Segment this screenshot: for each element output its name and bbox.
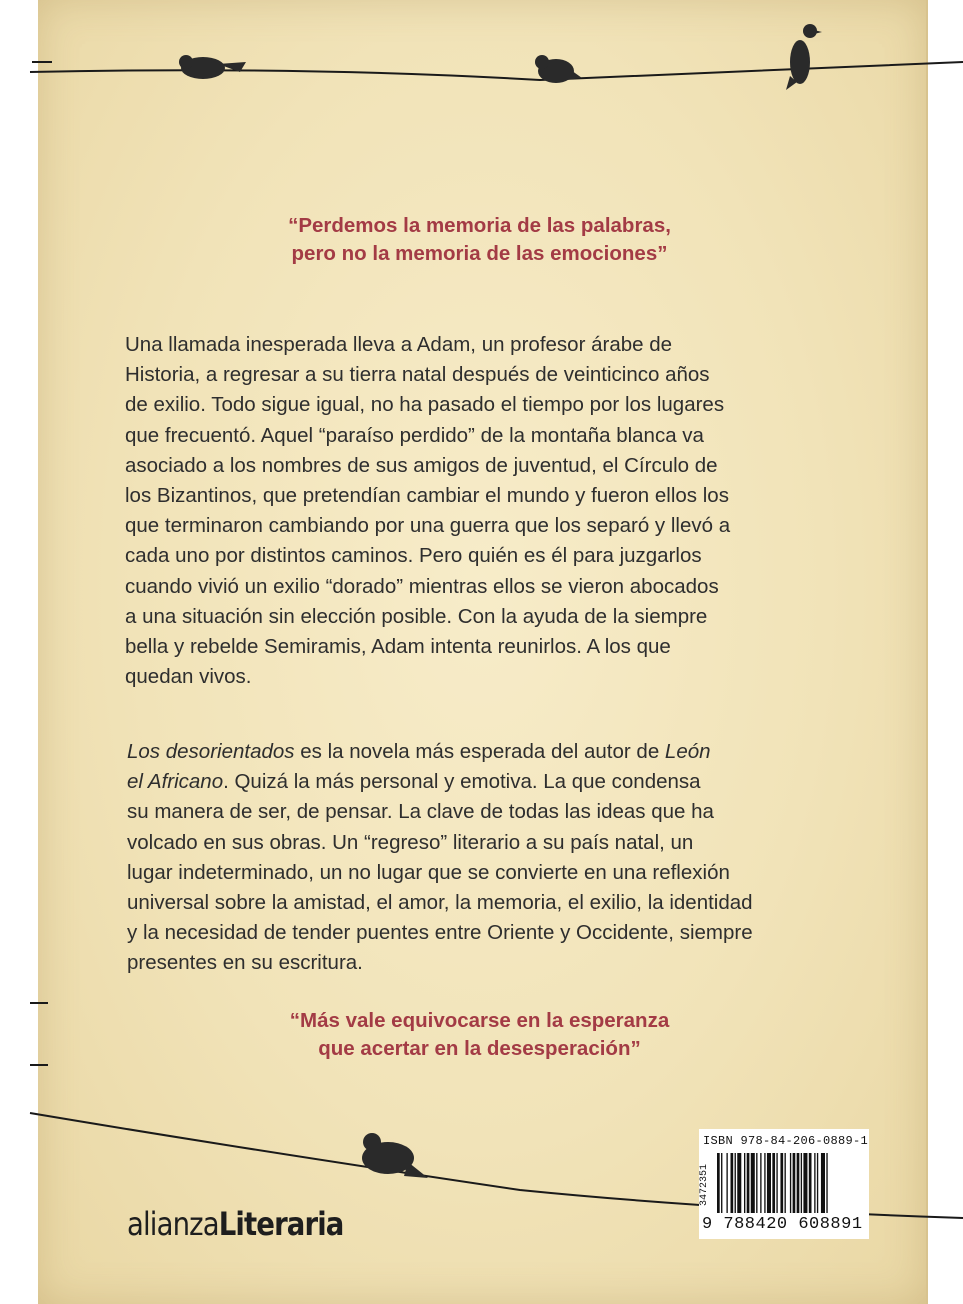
about-line: universal sobre la amistad, el amor, la memoria, el exilio, la identidad [127,891,753,915]
barcode-bar [776,1153,777,1213]
barcode-bar [731,1153,734,1213]
other-book-title: León [664,740,711,763]
synopsis-line: cada uno por distintos caminos. Pero quién es él para juzgarlos [125,544,702,568]
barcode-bar [744,1153,745,1213]
book-title: Los desorientados [127,740,295,763]
about-line: volcado en sus obras. Un “regreso” literario a su país natal, un [127,830,694,854]
barcode-bar [803,1153,807,1213]
publisher-logo [127,1205,344,1243]
barcode-bar [801,1153,802,1213]
barcode-bar [756,1153,757,1213]
quote-bottom [0,1007,961,1063]
about-text: es la novela más esperada del autor de [294,740,665,763]
about-line [127,737,857,767]
synopsis-paragraph [125,330,855,692]
barcode-bar [735,1153,736,1213]
quote-top-line-2: pero no la memoria de las emociones” [291,242,668,265]
quote-bottom-line-2: que acertar en la desesperación” [318,1037,641,1060]
quote-top [0,212,961,268]
synopsis-line: que frecuentó. Aquel “paraíso perdido” de la montaña blanca va [125,423,704,447]
barcode-bar [747,1153,750,1213]
about-line [127,767,857,797]
barcode-bar [751,1153,755,1213]
synopsis-line: los Bizantinos, que pretendían cambiar el mundo y fueron ellos los [125,484,729,508]
synopsis-line: que terminaron cambiando por una guerra que los separó y llevó a [125,514,731,538]
barcode-bar [817,1153,818,1213]
barcode-bar [760,1153,761,1213]
barcode-bar [721,1153,722,1213]
about-text: . Quizá la más personal y emotiva. La que condensa [223,770,701,794]
barcode-bar [717,1153,720,1213]
synopsis-line: Historia, a regresar a su tierra natal después de veinticinco años [125,363,710,387]
quote-top-line-1: “Perdemos la memoria de las palabras, [288,214,671,237]
barcode-bar [809,1153,812,1213]
barcode [699,1129,869,1239]
barcode-bar [764,1153,765,1213]
barcode-bars [699,1151,869,1217]
barcode-bar [737,1153,741,1213]
barcode-side-code: 3472351 [699,1164,710,1207]
synopsis-line: quedan vivos. [125,665,252,689]
about-line: presentes en su escritura. [127,951,363,975]
other-book-title-cont: el Africano [127,770,224,794]
synopsis-line: bella y rebelde Semiramis, Adam intenta reunirlos. A los que [125,635,671,659]
synopsis-line: cuando vivió un exilio “dorado” mientras ellos se vieron abocados [125,574,719,598]
barcode-bar [821,1153,825,1213]
publisher-logo-part-1: alianza [127,1205,219,1243]
about-line: y la necesidad de tender puentes entre Oriente y Occidente, siempre [127,921,753,945]
barcode-bar [826,1153,827,1213]
quote-bottom-line-1: “Más vale equivocarse en la esperanza [289,1009,670,1032]
about-paragraph [127,737,857,979]
barcode-bar [726,1153,727,1213]
synopsis-line: de exilio. Todo sigue igual, no ha pasado el tiempo por los lugares [125,393,725,417]
publisher-logo-part-2: Literaria [218,1205,344,1243]
isbn-label: ISBN 978-84-206-0889-1 [703,1134,869,1148]
synopsis-line: asociado a los nombres de sus amigos de juventud, el Círculo de [125,453,718,477]
barcode-bar [793,1153,796,1213]
barcode-bar [797,1153,800,1213]
barcode-bar [780,1153,783,1213]
synopsis-line: Una llamada inesperada lleva a Adam, un profesor árabe de [125,333,673,356]
about-line: lugar indeterminado, un no lugar que se convierte en una reflexión [127,860,730,884]
barcode-bar [767,1153,771,1213]
barcode-bar [785,1153,786,1213]
about-line: su manera de ser, de pensar. La clave de todas las ideas que ha [127,800,714,824]
barcode-bar [790,1153,791,1213]
synopsis-line: a una situación sin elección posible. Con la ayuda de la siempre [125,604,708,628]
barcode-bar [772,1153,775,1213]
barcode-digits: 9 788420 608891 [702,1215,863,1234]
barcode-bar [814,1153,815,1213]
